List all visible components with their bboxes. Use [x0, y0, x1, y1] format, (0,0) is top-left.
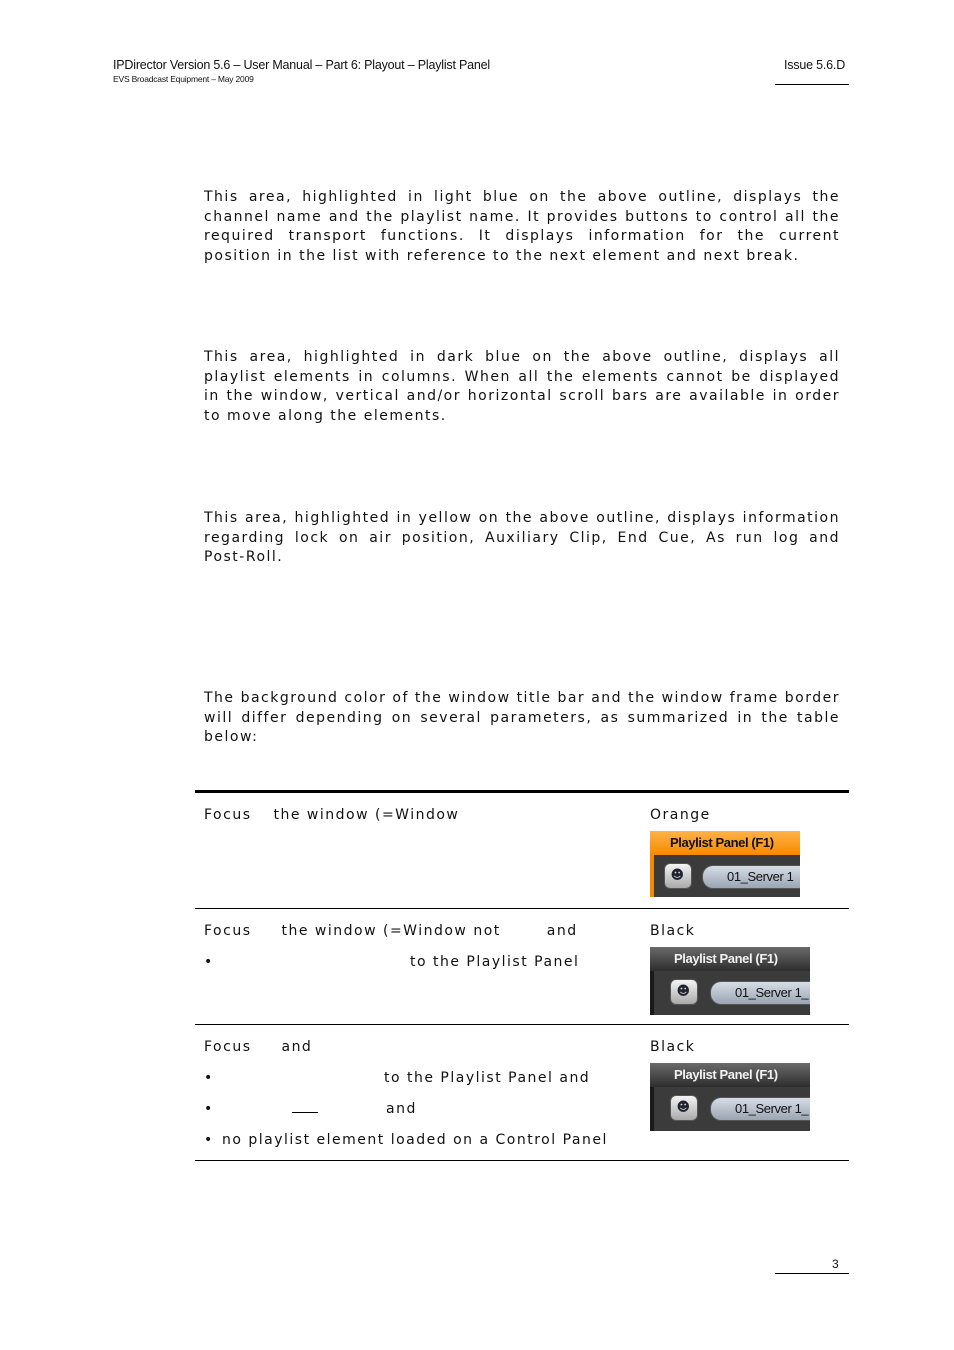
- condition-bullet: [204, 951, 641, 982]
- paragraph-dark-blue-area: This area, highlighted in dark blue on the above outline, displays all playlist elements in columns. When all the elements cannot be displayed in the window, vertical and/or horizontal scroll bars are available in order to move along the elements.: [204, 349, 840, 424]
- person-icon: ☻: [670, 1095, 698, 1121]
- condition-line: [204, 1025, 641, 1067]
- thumbnail-body: [650, 1087, 810, 1131]
- table-cell-condition: [195, 792, 641, 909]
- bullet-icon: •: [204, 1070, 214, 1086]
- thumbnail-body: [650, 971, 810, 1015]
- server-label: 01_Server 1_: [710, 981, 810, 1005]
- table-row: [195, 792, 849, 909]
- paragraph-light-blue-area: This area, highlighted in light blue on the above outline, displays the channel name and the playlist name. It provides buttons to control all the required transport functions. It displays information for the current position in the list with reference to the next element and next break.: [204, 189, 840, 264]
- condition-text: and: [546, 923, 578, 939]
- condition-line: [204, 909, 641, 951]
- color-name: Black: [650, 1039, 696, 1055]
- color-name: Orange: [650, 807, 711, 823]
- person-icon: ☻: [664, 863, 692, 889]
- bullet-icon: •: [204, 1101, 214, 1117]
- condition-text: Focus: [204, 807, 252, 823]
- header-rule: [775, 84, 849, 85]
- header-subtitle: EVS Broadcast Equipment – May 2009: [113, 74, 254, 84]
- bullet-icon: •: [204, 1132, 214, 1148]
- condition-text: Focus: [204, 1039, 252, 1055]
- condition-line: [204, 793, 641, 835]
- bullet-text: and: [386, 1101, 417, 1117]
- bullet-text: to the Playlist Panel and: [384, 1070, 591, 1086]
- condition-bullet: [204, 1129, 641, 1160]
- focus-color-table: [195, 790, 849, 1161]
- paragraph-background-color: The background color of the window title bar and the window frame border will differ depending on several parameters, as summarized in the table below:: [204, 690, 840, 745]
- bullet-text: to the Playlist Panel: [410, 954, 580, 970]
- thumbnail-title: Playlist Panel (F1): [650, 947, 810, 971]
- table-row: [195, 1025, 849, 1161]
- header-issue: Issue 5.6.D: [784, 58, 846, 72]
- server-label: 01_Server 1: [702, 865, 800, 889]
- footer-rule: [775, 1273, 849, 1274]
- window-title-thumbnail: [650, 947, 810, 1015]
- color-name: Black: [650, 923, 696, 939]
- header-title: IPDirector Version 5.6 – User Manual – Part 6: Playout – Playlist Panel: [113, 58, 490, 72]
- page-number: 3: [832, 1257, 839, 1271]
- bullet-icon: •: [204, 954, 214, 970]
- paragraph-yellow-area: This area, highlighted in yellow on the above outline, displays information regarding lock on air position, Auxiliary Clip, End Cue, As run log and Post-Roll.: [204, 510, 840, 565]
- condition-text: Focus: [204, 923, 252, 939]
- bullet-text: no playlist element loaded on a Control Panel: [222, 1132, 608, 1148]
- thumbnail-title: Playlist Panel (F1): [650, 831, 800, 855]
- condition-text: the window (=Window: [273, 807, 460, 823]
- thumbnail-title: Playlist Panel (F1): [650, 1063, 810, 1087]
- table-cell-color: [641, 909, 849, 1025]
- server-label: 01_Server 1_: [710, 1097, 810, 1121]
- table-row: [195, 909, 849, 1025]
- window-title-thumbnail: [650, 1063, 810, 1131]
- condition-bullet: [204, 1067, 641, 1098]
- person-icon: ☻: [670, 979, 698, 1005]
- blank-underline: [292, 1100, 318, 1113]
- table-cell-condition: [195, 909, 641, 1025]
- table-cell-condition: [195, 1025, 641, 1161]
- condition-text: and: [281, 1039, 313, 1055]
- condition-text: the window (=Window not: [281, 923, 501, 939]
- thumbnail-body: [650, 855, 800, 897]
- table-cell-color: [641, 792, 849, 909]
- table-cell-color: [641, 1025, 849, 1161]
- condition-bullet: [204, 1098, 641, 1129]
- window-title-thumbnail: [650, 831, 800, 897]
